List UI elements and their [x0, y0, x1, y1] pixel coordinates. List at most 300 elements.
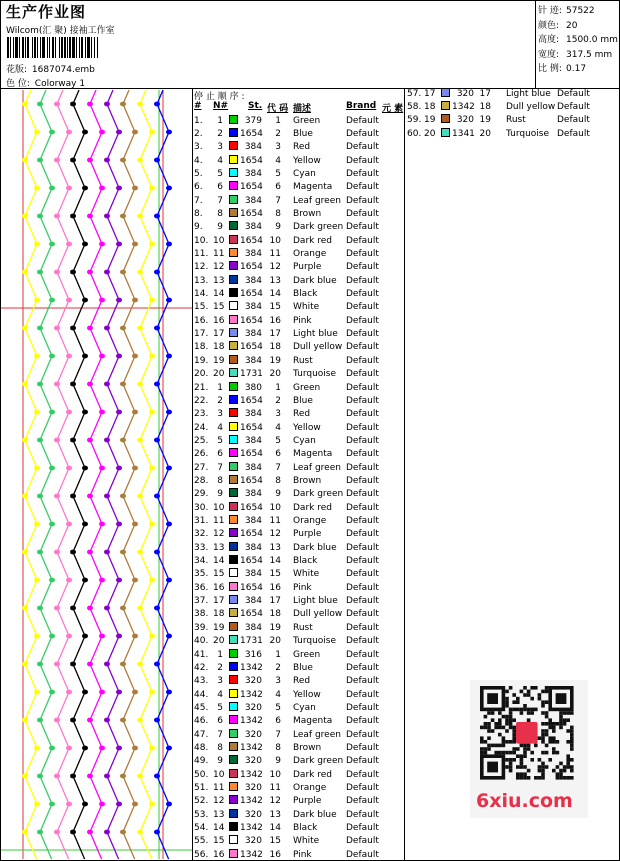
color-swatch — [229, 608, 238, 617]
stitch-motif — [120, 214, 126, 219]
row-needle: 1 — [217, 115, 223, 126]
qr-module — [559, 722, 563, 726]
row-stitches: 1342 — [240, 769, 263, 780]
stitch-motif — [70, 550, 76, 555]
qr-module — [505, 700, 509, 704]
color-swatch — [229, 675, 238, 684]
row-brand: Default — [346, 142, 379, 153]
qr-module — [566, 776, 570, 780]
qr-module — [509, 751, 513, 755]
qr-module — [563, 765, 567, 769]
qr-module — [559, 769, 563, 773]
row-stitches: 320 — [244, 702, 262, 713]
stitch-motif — [49, 690, 55, 695]
qr-module — [480, 751, 484, 755]
stitch-motif — [54, 102, 60, 107]
stitch-motif — [54, 830, 60, 835]
qr-module — [534, 708, 538, 712]
row-index: 14. — [194, 289, 209, 300]
row-code: 2 — [275, 662, 281, 673]
row-description: Dark blue — [293, 542, 337, 553]
qr-module — [538, 769, 542, 773]
stitch-motif — [49, 298, 55, 303]
qr-module — [505, 722, 509, 726]
row-code: 3 — [275, 142, 281, 153]
row-stitches: 1654 — [240, 475, 263, 486]
stitch-motif — [54, 158, 60, 163]
stitch-motif — [154, 718, 160, 723]
spec-label: 高度: — [538, 35, 560, 45]
preview-divider — [192, 88, 193, 861]
stitch-motif — [137, 102, 143, 107]
table-row — [194, 395, 399, 408]
stitch-motif — [70, 774, 76, 779]
qr-module — [552, 751, 556, 755]
row-needle: 1 — [217, 382, 223, 393]
row-stitches: 384 — [244, 596, 262, 607]
row-code: 11 — [269, 249, 281, 259]
qr-module — [487, 747, 491, 751]
stitch-motif — [99, 242, 105, 247]
spec-value: 317.5 mm — [566, 49, 613, 60]
qr-module — [541, 700, 545, 704]
qr-module — [541, 729, 545, 733]
barcode-bar — [81, 37, 83, 58]
qr-module — [498, 751, 502, 755]
qr-module — [487, 711, 491, 715]
color-swatch — [229, 729, 238, 738]
color-swatch — [229, 822, 238, 831]
qr-module — [548, 740, 552, 744]
qr-module — [538, 776, 542, 780]
row-code: 8 — [275, 475, 281, 486]
qr-module — [505, 740, 509, 744]
row-stitches: 384 — [244, 168, 262, 179]
barcode-bar — [64, 37, 66, 58]
stitch-motif — [87, 550, 93, 555]
qr-module — [548, 718, 552, 722]
row-code: 18 — [269, 609, 281, 620]
row-stitches: 1654 — [240, 262, 263, 273]
barcode-bar — [61, 37, 63, 58]
stitch-motif — [116, 130, 122, 135]
color-swatch — [229, 422, 238, 431]
row-description: Black — [293, 289, 318, 300]
col-header-stitches: St. — [248, 101, 263, 111]
qr-module — [512, 733, 516, 737]
stitch-motif — [87, 606, 93, 611]
table-row — [194, 835, 399, 848]
spec-label: 针 迹: — [538, 6, 562, 16]
stitch-motif — [166, 410, 172, 415]
qr-module — [512, 729, 516, 733]
qr-module — [530, 708, 534, 712]
row-index: 28. — [194, 475, 209, 486]
stitch-motif — [166, 298, 172, 303]
row-code: 3 — [275, 676, 281, 687]
qr-module — [480, 740, 484, 744]
row-code: 16 — [269, 582, 281, 593]
stitch-motif — [22, 158, 28, 163]
row-index: 18. — [194, 342, 209, 353]
color-swatch — [229, 755, 238, 764]
table-row — [194, 168, 399, 181]
row-brand: Default — [346, 783, 379, 793]
row-code: 6 — [275, 716, 281, 727]
row-description: Dull yellow — [506, 101, 556, 112]
row-brand: Default — [346, 636, 379, 647]
row-code: 1 — [275, 115, 281, 126]
stitch-motif — [54, 326, 60, 331]
row-stitches: 1342 — [240, 849, 263, 860]
row-brand: Default — [346, 128, 379, 139]
col-header-element: 元 素 — [382, 104, 404, 114]
qr-module — [541, 733, 545, 737]
row-stitches: 1654 — [240, 208, 263, 219]
stitch-motif — [34, 466, 40, 471]
row-brand: Default — [346, 315, 379, 326]
color-swatch — [229, 595, 238, 604]
row-stitches: 320 — [456, 88, 474, 99]
row-description: Blue — [293, 662, 313, 673]
stitch-motif — [166, 466, 172, 471]
page-title: 生产作业图 — [6, 3, 87, 21]
barcode-bar — [67, 37, 68, 58]
stitch-motif — [104, 102, 110, 107]
stitch-motif — [54, 774, 60, 779]
row-stitches: 379 — [244, 115, 262, 126]
row-stitches: 1654 — [240, 315, 263, 326]
row-brand: Default — [346, 155, 379, 166]
stitch-motif — [70, 662, 76, 667]
qr-module — [556, 751, 560, 755]
barcode-bar — [22, 37, 24, 58]
row-needle: 12 — [213, 796, 225, 807]
row-index: 41. — [194, 649, 209, 660]
row-brand: Default — [346, 742, 379, 753]
row-needle: 11 — [213, 516, 225, 526]
row-needle: 20 — [213, 369, 225, 380]
qr-module — [516, 697, 520, 701]
table-row — [194, 382, 399, 395]
table-row — [194, 248, 399, 261]
row-brand: Default — [346, 449, 379, 460]
color-swatch — [229, 195, 238, 204]
color-swatch — [229, 809, 238, 818]
stitch-motif — [34, 802, 40, 807]
qr-module — [559, 762, 563, 766]
row-stitches: 384 — [244, 222, 262, 233]
row-needle: 14 — [213, 289, 225, 300]
table-row — [194, 221, 399, 234]
table-row — [194, 315, 399, 328]
stitch-motif — [66, 578, 72, 583]
barcode-bar — [79, 37, 80, 58]
qr-module — [505, 751, 509, 755]
stitch-motif — [49, 130, 55, 135]
stitch-motif — [137, 774, 143, 779]
row-index: 42. — [194, 662, 209, 673]
qr-module — [538, 697, 542, 701]
row-description: Pink — [293, 582, 312, 593]
stitch-motif — [87, 438, 93, 443]
color-swatch — [229, 328, 238, 337]
color-swatch — [229, 275, 238, 284]
qr-module — [509, 718, 513, 722]
row-index: 27. — [194, 462, 209, 473]
qr-module — [552, 736, 556, 740]
row-needle: 9 — [217, 489, 223, 500]
row-brand: Default — [346, 289, 379, 300]
color-swatch — [229, 515, 238, 524]
stitch-motif — [66, 410, 72, 415]
stitch-motif — [104, 662, 110, 667]
qr-module — [484, 715, 488, 719]
qr-module — [502, 751, 506, 755]
barcode-bar — [52, 37, 54, 58]
qr-module — [527, 711, 531, 715]
table-row — [194, 435, 399, 448]
row-index: 55. — [194, 836, 209, 847]
row-description: Orange — [293, 516, 327, 526]
row-brand: Default — [346, 729, 379, 740]
table-row — [194, 422, 399, 435]
stitch-motif — [54, 550, 60, 555]
table-row — [407, 128, 612, 141]
qr-module — [552, 726, 556, 730]
color-swatch — [441, 101, 450, 110]
row-index: 37. — [194, 596, 209, 607]
stitch-motif — [37, 158, 43, 163]
qr-module — [523, 708, 527, 712]
row-stitches: 384 — [244, 355, 262, 366]
barcode-bar — [97, 37, 98, 58]
table-row — [194, 515, 399, 528]
row-needle: 17 — [213, 596, 225, 607]
row-code: 2 — [275, 395, 281, 406]
row-needle: 10 — [213, 235, 225, 246]
row-needle: 4 — [217, 689, 223, 700]
row-brand: Default — [346, 222, 379, 233]
row-description: Turquoise — [506, 128, 550, 139]
row-brand: Default — [346, 395, 379, 406]
row-brand: Default — [346, 475, 379, 486]
qr-module — [523, 686, 527, 690]
row-description: Magenta — [293, 449, 333, 460]
row-index: 35. — [194, 569, 209, 580]
stitch-motif — [54, 382, 60, 387]
row-brand: Default — [346, 649, 379, 660]
stitch-motif — [120, 718, 126, 723]
row-stitches: 1654 — [240, 609, 263, 620]
row-code: 4 — [275, 155, 281, 166]
qr-module — [516, 747, 520, 751]
qr-module — [516, 700, 520, 704]
qr-module — [487, 729, 491, 733]
row-code: 1 — [275, 382, 281, 393]
qr-module — [512, 700, 516, 704]
spec-value: 1500.0 mm — [566, 35, 618, 45]
stitch-motif — [132, 634, 138, 639]
qr-module — [509, 708, 513, 712]
color-swatch — [441, 88, 450, 97]
qr-module — [541, 736, 545, 740]
table-row — [194, 689, 399, 702]
row-description: Dull yellow — [293, 342, 343, 353]
row-stitches: 1654 — [240, 289, 263, 300]
stitch-motif — [120, 270, 126, 275]
row-stitches: 1731 — [240, 636, 263, 647]
stitch-motif — [154, 270, 160, 275]
stitch-motif — [99, 466, 105, 471]
qr-module — [545, 744, 549, 748]
qr-module — [559, 711, 563, 715]
color-swatch — [229, 115, 238, 124]
qr-module — [498, 726, 502, 730]
qr-module — [512, 758, 516, 762]
qr-module — [498, 722, 502, 726]
stitch-motif — [87, 326, 93, 331]
qr-module — [520, 708, 524, 712]
stitch-motif — [120, 382, 126, 387]
stitch-motif — [22, 326, 28, 331]
qr-module — [534, 686, 538, 690]
row-description: Cyan — [293, 702, 316, 713]
stitch-motif — [22, 214, 28, 219]
qr-module — [494, 726, 498, 730]
qr-module — [566, 740, 570, 744]
stitch-motif — [54, 214, 60, 219]
row-needle: 20 — [213, 636, 225, 647]
row-index: 16. — [194, 315, 209, 326]
row-needle: 15 — [213, 836, 225, 847]
row-needle: 10 — [213, 502, 225, 513]
spec-value: 57522 — [566, 6, 595, 16]
row-needle: 4 — [217, 155, 223, 166]
qr-module — [512, 726, 516, 730]
qr-module — [570, 747, 574, 751]
row-needle: 13 — [213, 809, 225, 820]
row-description: Magenta — [293, 182, 333, 193]
row-index: 59. — [407, 115, 422, 126]
row-brand: Default — [346, 823, 379, 834]
row-stitches: 320 — [244, 836, 262, 847]
row-description: Purple — [293, 262, 322, 273]
stitch-motif — [49, 354, 55, 359]
stitch-motif — [54, 718, 60, 723]
color-swatch — [229, 662, 238, 671]
stitch-motif — [104, 550, 110, 555]
row-index: 45. — [194, 702, 209, 713]
table-row — [194, 141, 399, 154]
qr-module — [480, 726, 484, 730]
stitch-motif — [49, 634, 55, 639]
color-swatch — [229, 208, 238, 217]
stitch-motif — [149, 578, 155, 583]
stitch-motif — [82, 410, 88, 415]
row-needle: 14 — [213, 556, 225, 567]
row-needle: 6 — [217, 716, 223, 727]
qr-module — [570, 758, 574, 762]
row-description: White — [293, 569, 320, 580]
qr-module — [527, 693, 531, 697]
qr-module — [512, 751, 516, 755]
row-stitches: 1654 — [240, 182, 263, 193]
row-index: 54. — [194, 823, 209, 834]
color-swatch — [229, 689, 238, 698]
row-index: 17. — [194, 329, 209, 340]
color-swatch — [229, 528, 238, 537]
qr-module — [498, 711, 502, 715]
stitch-motif — [137, 662, 143, 667]
color-swatch — [229, 235, 238, 244]
row-description: Leaf green — [293, 195, 341, 206]
qr-module — [491, 744, 495, 748]
row-code: 12 — [269, 529, 281, 540]
row-stitches: 1342 — [240, 716, 263, 727]
row-code: 16 — [269, 849, 281, 860]
row-description: Black — [293, 823, 318, 834]
row-needle: 2 — [217, 128, 223, 139]
stitch-motif — [120, 158, 126, 163]
row-code: 11 — [269, 516, 281, 526]
row-index: 10. — [194, 235, 209, 246]
stitch-motif — [37, 438, 43, 443]
stitch-motif — [54, 438, 60, 443]
stitch-motif — [87, 382, 93, 387]
row-brand: Default — [346, 182, 379, 193]
row-code: 7 — [275, 729, 281, 740]
stitch-motif — [70, 494, 76, 499]
qr-module — [538, 765, 542, 769]
stitch-motif — [116, 298, 122, 303]
stitch-motif — [37, 494, 43, 499]
row-stitches: 1654 — [240, 395, 263, 406]
row-needle: 6 — [217, 449, 223, 460]
row-index: 3. — [194, 142, 203, 153]
barcode-bar — [87, 37, 90, 58]
row-index: 46. — [194, 716, 209, 727]
barcode-bar — [76, 37, 77, 58]
stitch-motif — [154, 214, 160, 219]
spec-label: 颜色: — [538, 20, 560, 31]
qr-module — [523, 765, 527, 769]
row-description: Dull yellow — [293, 609, 343, 620]
stitch-motif — [116, 242, 122, 247]
row-needle: 12 — [213, 262, 225, 273]
row-stitches: 384 — [244, 275, 262, 286]
qr-module — [563, 711, 567, 715]
row-description: Turquoise — [293, 369, 337, 380]
barcode-bar — [94, 37, 95, 58]
colorway-value: Colorway 1 — [34, 79, 86, 89]
stitch-motif — [37, 662, 43, 667]
stitch-motif — [149, 130, 155, 135]
stitch-motif — [87, 494, 93, 499]
qr-module — [523, 747, 527, 751]
row-description: Rust — [293, 622, 313, 633]
row-description: Green — [293, 115, 321, 126]
table-row — [194, 542, 399, 555]
row-description: Brown — [293, 208, 322, 219]
row-brand: Default — [346, 582, 379, 593]
stitch-motif — [22, 270, 28, 275]
stitch-motif — [34, 298, 40, 303]
stitch-motif — [66, 802, 72, 807]
stitch-motif — [22, 662, 28, 667]
row-index: 40. — [194, 636, 209, 647]
row-index: 19. — [194, 355, 209, 366]
